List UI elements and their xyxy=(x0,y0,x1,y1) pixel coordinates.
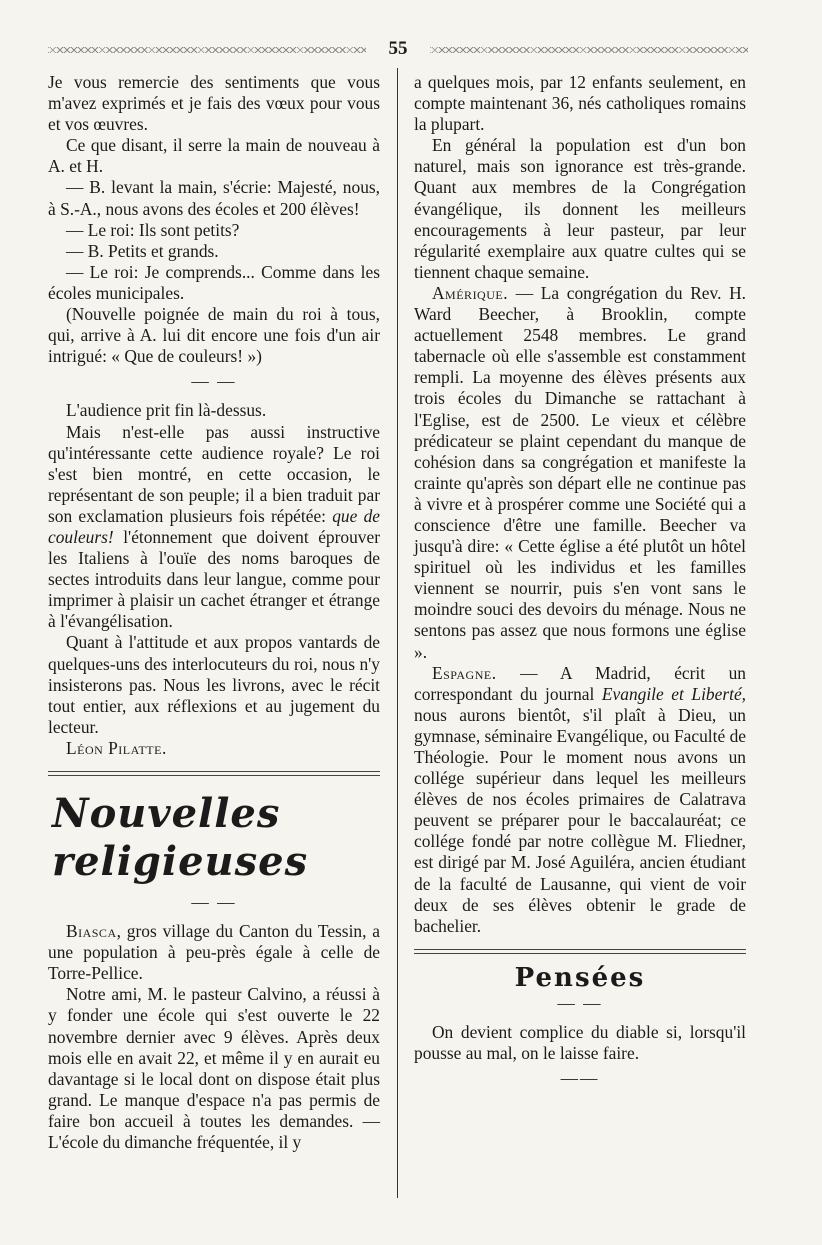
signature-text: Léon Pilatte. xyxy=(66,737,167,758)
paragraph: Je vous remercie des sentiments que vous m'avez exprimés et je fais des vœux pour vous et vos œuvres. xyxy=(48,72,380,135)
place-lead: Espagne. xyxy=(432,662,497,683)
text-run: — La congrégation du Rev. H. Ward Beecher, à Brooklin, compte actuellement 2548 membres. Le grand tabernacle où elle s'assemble est constamment rempli. La moyenne des élèves présents aux trois écoles du Dimanche se rattachant à l'Eglise, est de 2500. Le vieux et célèbre prédicateur se plaint cependant du manque de cohésion dans sa congrégation et manifeste la crainte qu'après son départ elle ne continue pas à vivre et à prospérer comme une Société qui a conscience d'être une famille. Beecher va jusqu'à dire: « Cette église a été plutôt un hôtel spirituel où les individus et les familles viennent se nourrir, puis s'en vont sans le moindre souci des devoirs du ménage. Nous ne sentons pas assez que nous formons une église ». xyxy=(414,282,746,662)
header-ornament-left xyxy=(48,47,366,53)
double-rule xyxy=(48,771,380,776)
section-title: Pensées xyxy=(514,962,646,993)
paragraph: En général la population est d'un bon naturel, mais son ignorance est très-grande. Quant aux membres de la Congrégation évangélique, ils donnent les meilleurs encouragements à leur pasteur, par leur régularité exemplaire aux quatre cultes qui se tiennent chaque semaine. xyxy=(414,135,746,282)
signature xyxy=(48,738,380,759)
separator: — — xyxy=(557,992,603,1013)
paragraph: a quelques mois, par 12 enfants seulement, en compte maintenant 36, nés catholiques romains la plupart. xyxy=(414,72,746,135)
paragraph: On devient complice du diable si, lorsqu'il pousse au mal, on le laisse faire. xyxy=(414,1022,746,1064)
separator: — — xyxy=(191,892,237,912)
paragraph: — Le roi: Je comprends... Comme dans les écoles municipales. xyxy=(48,261,380,303)
paragraph: (Nouvelle poignée de main du roi à tous, qui, arrive à A. lui dit encore une fois d'un air intrigué: « Que de couleurs! ») xyxy=(48,304,380,367)
paragraph: — B. levant la main, s'écrie: Majesté, nous, à S.-A., nous avons des écoles et 200 élèves! xyxy=(48,177,380,219)
paragraph: — B. Petits et grands. xyxy=(66,240,219,261)
text-run: Mais n'est-elle pas aussi instructive qu'intéressante cette audience royale? Le roi s'est bien montré, en cette occasion, le représentant de son peuple; il a bien traduit par son exclamation plusieurs fois répétée: xyxy=(48,421,380,526)
page xyxy=(48,38,748,1218)
right-column xyxy=(414,72,746,1097)
separator: —— xyxy=(560,1068,600,1089)
page-number: 55 xyxy=(388,38,408,59)
paragraph: — Le roi: Ils sont petits? xyxy=(66,219,240,240)
paragraph xyxy=(414,663,746,937)
paragraph xyxy=(48,422,380,633)
text-run: — A Madrid, écrit un correspondant du journal xyxy=(414,662,746,704)
paragraph xyxy=(414,283,746,663)
page-header xyxy=(48,38,748,62)
place-lead: Amérique. xyxy=(432,282,509,303)
text-run: nous aurons bientôt, s'il plaît à Dieu, un gymnase, séminaire Evangélique, ou Faculté de Théologie. Pour le moment nous avons un collége supérieur dans lequel les meilleurs élèves de nos écoles primaires de Calatrava peuvent se préparer pour le baccalauréat; ce collége fondé par notre collègue M. Fliedner, est dirigé par M. José Aguiléra, ancien étudiant de la faculté de Lausanne, qui vient de voir deux de ses élèves obtenir le grade de bachelier. xyxy=(414,704,746,936)
separator: — — xyxy=(191,371,237,392)
text-run: , gros village du Canton du Tessin, a une population à peu-près égale à celle de Torre-Pellice. xyxy=(48,921,380,984)
paragraph xyxy=(48,921,380,984)
paragraph: Notre ami, M. le pasteur Calvino, a réussi à y fonder une école qui s'est ouverte le 22 novembre dernier avec 9 élèves. Après deux mois elle en avait 22, et même il y en aurait eu davantage si le local dont on dispose était plus grand. Le manque d'espace n'a pas permis de faire bon accueil à toutes les demandes. — L'école du dimanche fréquentée, il y xyxy=(48,984,380,1153)
paragraph: L'audience prit fin là-dessus. xyxy=(66,400,267,421)
emphasis: que de couleurs! xyxy=(48,505,380,547)
emphasis: Evangile et Liberté, xyxy=(601,683,747,704)
header-ornament-right xyxy=(430,47,748,53)
left-column xyxy=(48,72,380,1153)
column-divider xyxy=(397,68,398,1198)
paragraph: Ce que disant, il serre la main de nouveau à A. et H. xyxy=(48,135,380,177)
paragraph: Quant à l'attitude et aux propos vantards de quelques-uns des interlocuteurs du roi, nous n'y insisterons pas. Nous les livrons, avec le récit tout entier, aux réflexions et au jugement du lecteur. xyxy=(48,632,380,737)
place-lead: Biasca xyxy=(66,921,117,942)
text-run: l'étonnement que doivent éprouver les Italiens à l'ouïe des noms baroques de sectes introduits dans leur langue, comme pour imprimer à plaisir un cachet étranger et étrange à l'évangélisation. xyxy=(48,526,380,632)
section-title: Nouvelles religieuses xyxy=(52,790,309,885)
double-rule xyxy=(414,949,746,954)
